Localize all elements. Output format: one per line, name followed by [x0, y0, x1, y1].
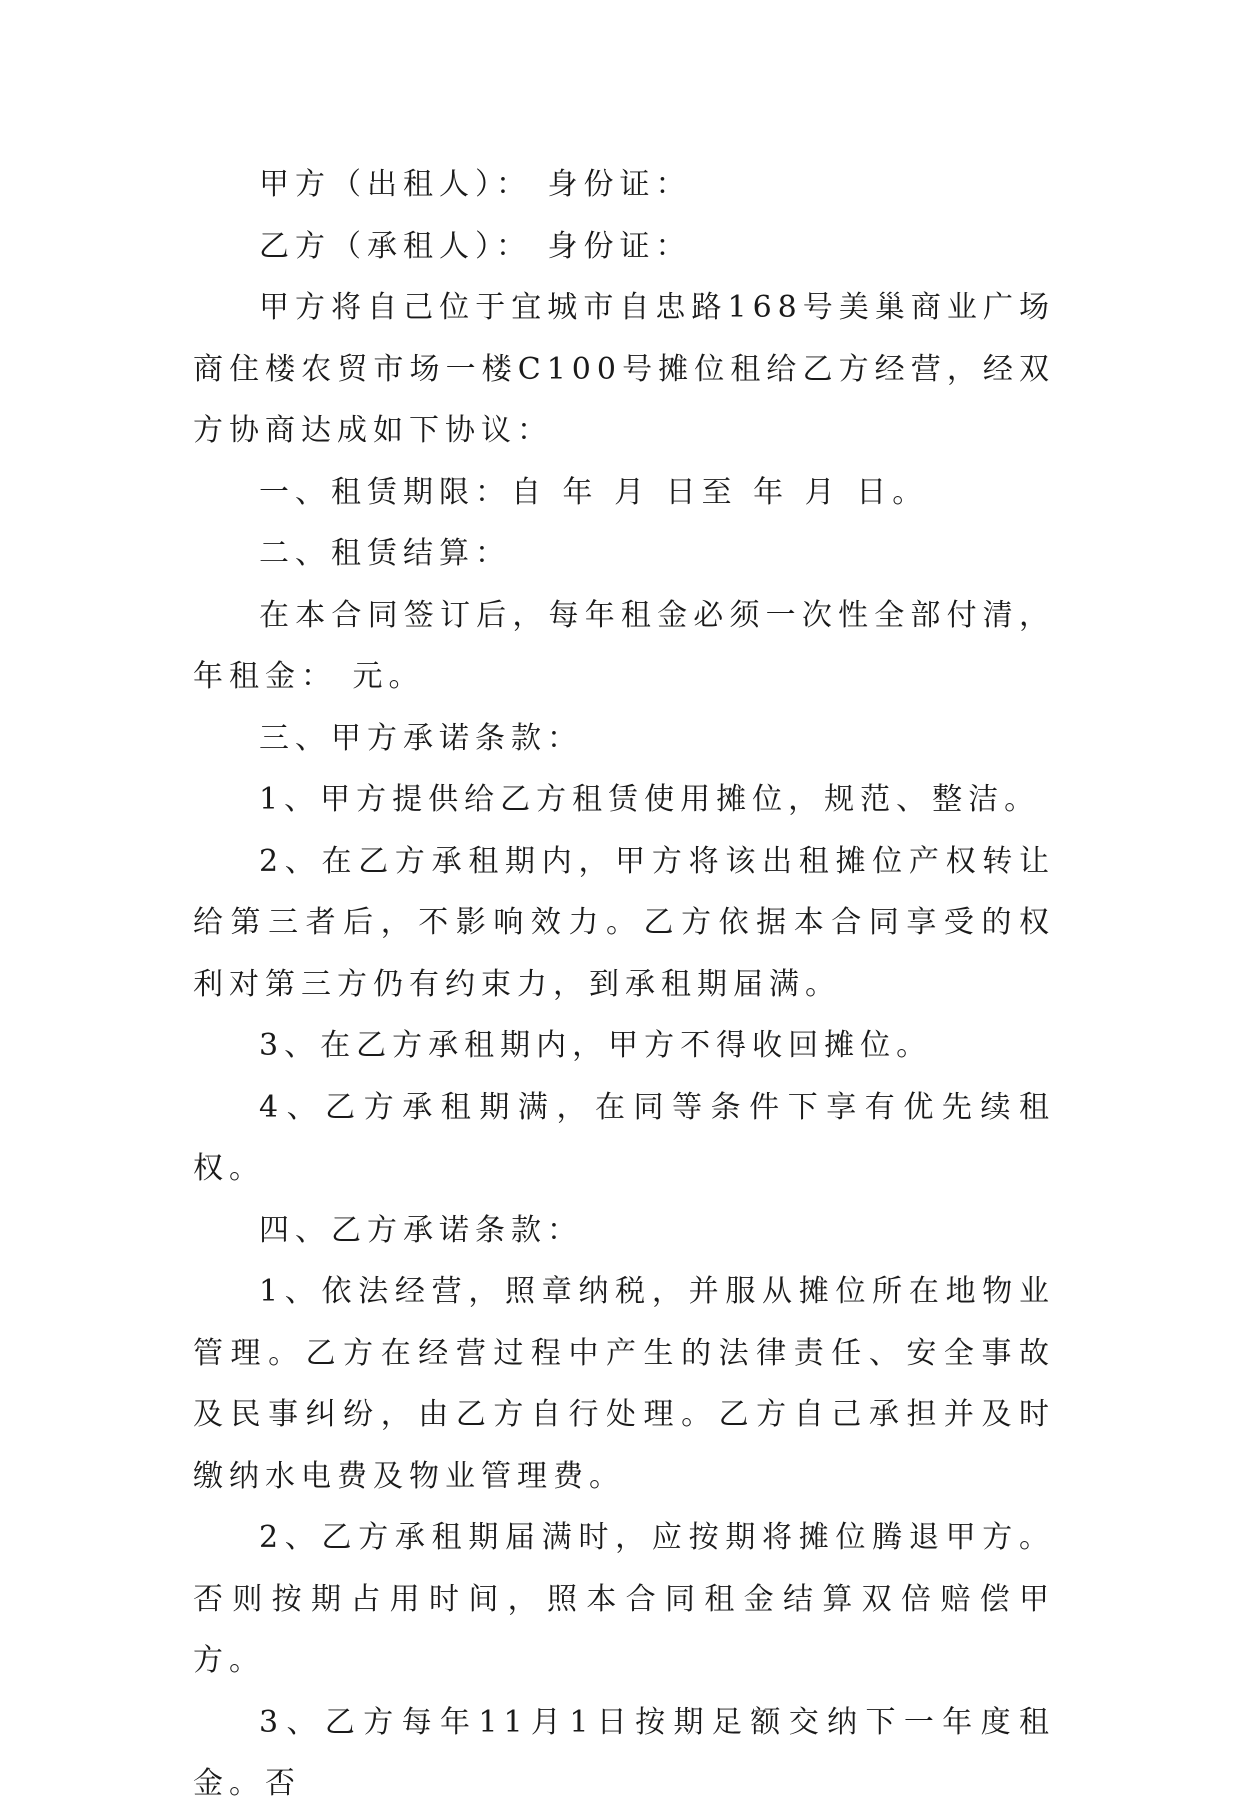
- clause-4-item-1: 1、依法经营，照章纳税，并服从摊位所在地物业管理。乙方在经营过程中产生的法律责任、安全事故及民事纠纷，由乙方自行处理。乙方自己承担并及时缴纳水电费及物业管理费。: [193, 1274, 1055, 1494]
- clause-1-lease-term: 一、租赁期限：自 年 月 日至 年 月 日。: [259, 474, 929, 510]
- clause-3-heading: 三、甲方承诺条款：: [259, 720, 583, 756]
- clause-3-item-3: 3、在乙方承租期内，甲方不得收回摊位。: [259, 1028, 933, 1063]
- clause-4-heading: 四、乙方承诺条款：: [259, 1212, 583, 1248]
- clause-3-item-1: 1、甲方提供给乙方租赁使用摊位，规范、整洁。: [259, 782, 1041, 817]
- party-a-line: 甲方（出租人）： 身份证：: [259, 167, 692, 202]
- clause-3-item-2: 2、在乙方承租期内，甲方将该出租摊位产权转让给第三者后，不影响效力。乙方依据本合同享受的权利对第三方仍有约束力，到承租期届满。: [193, 843, 1055, 1002]
- clause-2-heading: 二、租赁结算：: [259, 536, 511, 571]
- document-body: [193, 154, 1055, 1815]
- clause-3-item-4: 4、乙方承租期满，在同等条件下享有优先续租权。: [193, 1089, 1055, 1186]
- party-b-line: 乙方（承租人）： 身份证：: [259, 228, 692, 264]
- lease-premise-paragraph: 甲方将自己位于宜城市自忠路168号美巢商业广场商住楼农贸市场一楼C100号摊位租给乙方经营，经双方协商达成如下协议：: [193, 290, 1055, 448]
- clause-2-rent-settlement: 在本合同签订后，每年租金必须一次性全部付清，年租金： 元。: [193, 597, 1055, 694]
- clause-4-item-2: 2、乙方承租期届满时，应按期将摊位腾退甲方。否则按期占用时间，照本合同租金结算双倍赔偿甲方。: [193, 1520, 1055, 1678]
- clause-4-item-3: 3、乙方每年11月1日按期足额交纳下一年度租金。否: [193, 1704, 1055, 1801]
